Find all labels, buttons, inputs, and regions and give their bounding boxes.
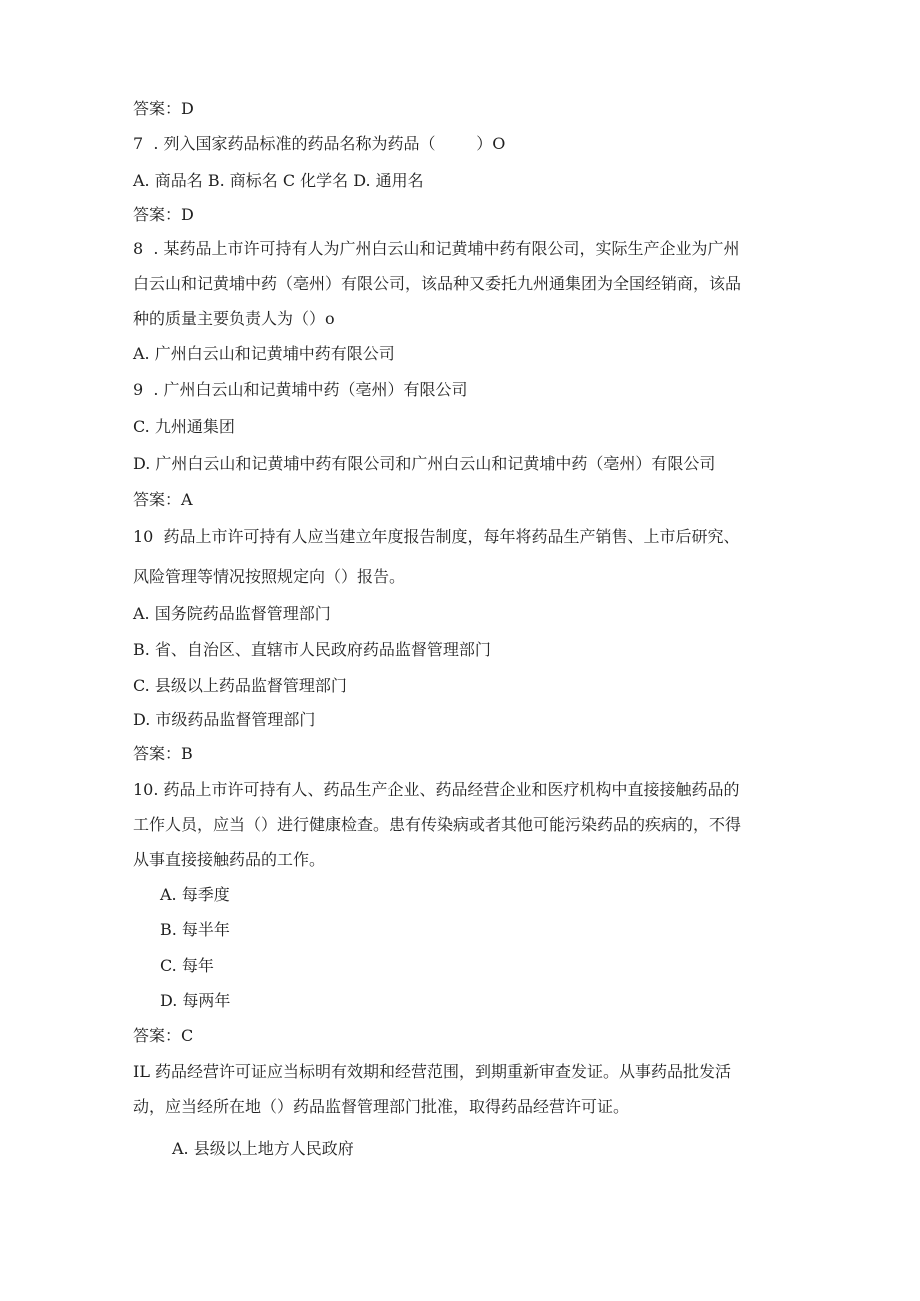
question-8-option-c: C. 九州通集团 bbox=[133, 417, 235, 436]
question-10b-option-c: C. 每年 bbox=[160, 956, 214, 975]
question-7-options: A. 商品名 B. 商标名 C 化学名 D. 通用名 bbox=[133, 171, 424, 190]
answer-7: 答案：D bbox=[133, 205, 194, 224]
question-10a-option-c: C. 县级以上药品监督管理部门 bbox=[133, 676, 347, 695]
question-10a-option-b: B. 省、自治区、直辖市人民政府药品监督管理部门 bbox=[133, 640, 491, 659]
question-8-option-a: A. 广州白云山和记黄埔中药有限公司 bbox=[133, 344, 395, 363]
question-8-option-b: 9 . 广州白云山和记黄埔中药（亳州）有限公司 bbox=[133, 380, 468, 399]
answer-6: 答案：D bbox=[133, 99, 194, 118]
question-10b-option-d: D. 每两年 bbox=[160, 991, 231, 1010]
question-11-option-a: A. 县级以上地方人民政府 bbox=[172, 1139, 354, 1158]
question-11-line-1: IL 药品经营许可证应当标明有效期和经营范围，到期重新审查发证。从事药品批发活 bbox=[133, 1062, 732, 1081]
answer-10a: 答案：B bbox=[133, 744, 193, 763]
question-10a-line-1: 10 药品上市许可持有人应当建立年度报告制度，每年将药品生产销售、上市后研究、 bbox=[133, 527, 740, 546]
question-11-line-2: 动，应当经所在地（）药品监督管理部门批准，取得药品经营许可证。 bbox=[133, 1097, 630, 1116]
question-10b-option-b: B. 每半年 bbox=[160, 920, 230, 939]
question-10b-line-1: 10. 药品上市许可持有人、药品生产企业、药品经营企业和医疗机构中直接接触药品的 bbox=[133, 780, 740, 799]
question-7: 7 . 列入国家药品标准的药品名称为药品（ ）O bbox=[133, 134, 506, 153]
answer-8: 答案：A bbox=[133, 490, 193, 509]
question-10a-option-d: D. 市级药品监督管理部门 bbox=[133, 710, 316, 729]
answer-10b: 答案：C bbox=[133, 1026, 194, 1045]
question-8-line-1: 8 . 某药品上市许可持有人为广州白云山和记黄埔中药有限公司，实际生产企业为广州 bbox=[133, 239, 740, 258]
question-8-option-d: D. 广州白云山和记黄埔中药有限公司和广州白云山和记黄埔中药（亳州）有限公司 bbox=[133, 454, 716, 473]
question-8-line-3: 种的质量主要负责人为（）o bbox=[133, 309, 335, 328]
question-10b-option-a: A. 每季度 bbox=[160, 885, 230, 904]
question-8-line-2: 白云山和记黄埔中药（亳州）有限公司，该品种又委托九州通集团为全国经销商，该品 bbox=[133, 274, 742, 293]
question-10b-line-2: 工作人员，应当（）进行健康检查。患有传染病或者其他可能污染药品的疾病的，不得 bbox=[133, 815, 742, 834]
question-10b-line-3: 从事直接接触药品的工作。 bbox=[133, 850, 326, 869]
question-10a-option-a: A. 国务院药品监督管理部门 bbox=[133, 604, 331, 623]
question-10a-line-2: 风险管理等情况按照规定向（）报告。 bbox=[133, 567, 406, 586]
